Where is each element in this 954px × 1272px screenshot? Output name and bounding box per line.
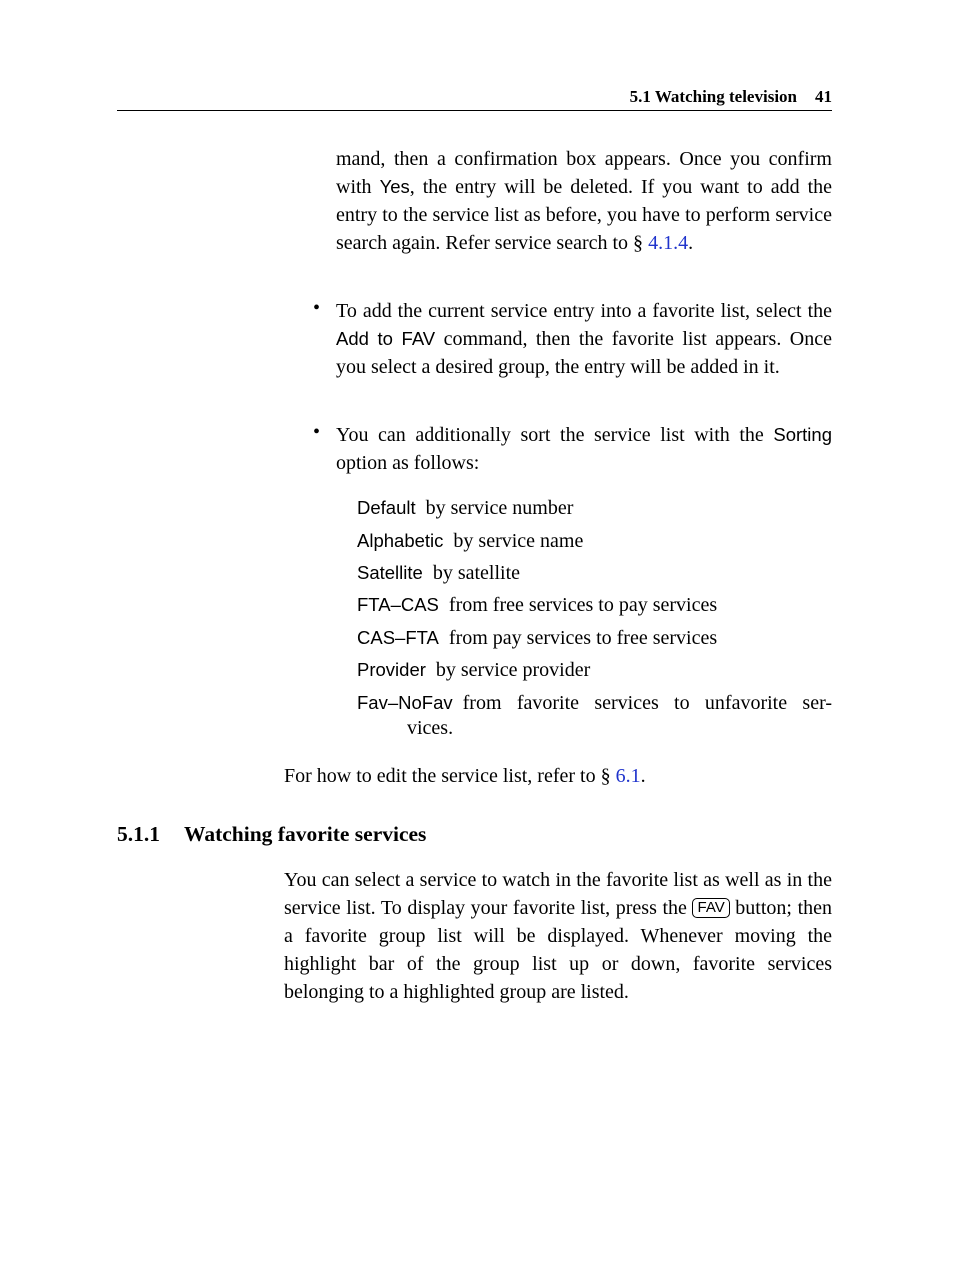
- section-link-6-1[interactable]: 6.1: [615, 765, 641, 787]
- text: button; then a favorite group list will be displayed. Whenever moving the highlight bar of the group list up or down, favorite services belonging to a highlighted group are listed.: [284, 897, 833, 1003]
- running-header: [117, 86, 832, 111]
- text: You can select a service to watch in the favorite list as well as in the service list. To display your favorite list, press the: [284, 869, 832, 919]
- sorting-option: [357, 656, 832, 684]
- text: command, then the favorite list appears. Once you select a desired group, the entry will be added in it.: [336, 328, 832, 378]
- sorting-key: Satellite: [357, 562, 423, 583]
- sorting-key: Fav–NoFav: [357, 692, 453, 713]
- sorting-option: [357, 527, 832, 555]
- text: , the entry will be deleted. If you want to add the entry to the service list as before, you have to perform service search again. Refer service search to §: [336, 176, 833, 254]
- sorting-description: by service number: [425, 497, 574, 519]
- section-number: 5.1.1: [117, 822, 160, 846]
- section-title: Watching favorite services: [184, 822, 427, 846]
- text: .: [640, 765, 646, 787]
- sorting-description: from favorite services to unfavorite ser-: [462, 692, 832, 714]
- text: To add the current service entry into a favorite list, select the: [336, 300, 832, 322]
- text: mand, then a confirmation box appears. Once you confirm with: [336, 148, 832, 198]
- keyword-yes: Yes: [379, 176, 410, 197]
- header-section-title: 5.1 Watching television: [629, 87, 797, 106]
- sorting-option: [357, 624, 832, 652]
- section-heading: [117, 822, 426, 847]
- text: option as follows:: [336, 452, 480, 474]
- sorting-description-continuation: vices.: [407, 717, 454, 739]
- sorting-key: Default: [357, 497, 416, 518]
- text: For how to edit the service list, refer to §: [284, 765, 616, 787]
- bullet-marker: •: [313, 421, 321, 443]
- sorting-option: [357, 494, 832, 522]
- sorting-key: FTA–CAS: [357, 594, 439, 615]
- sorting-key: Alphabetic: [357, 530, 444, 551]
- sorting-description: by service name: [453, 530, 584, 552]
- sorting-key: Provider: [357, 659, 426, 680]
- sorting-option: [357, 689, 832, 717]
- sorting-key: CAS–FTA: [357, 627, 439, 648]
- paragraph-delete-entry: [336, 145, 832, 257]
- running-title: [630, 87, 832, 107]
- fav-key-icon: FAV: [692, 898, 729, 918]
- keyword-sorting: Sorting: [773, 424, 832, 445]
- paragraph-edit-reference: [284, 762, 832, 790]
- sorting-description: from pay services to free services: [448, 627, 718, 649]
- bullet-sorting: [336, 421, 832, 477]
- sorting-option: [357, 559, 832, 587]
- paragraph-favorite-services: [284, 866, 832, 1006]
- section-link-4-1-4[interactable]: 4.1.4: [648, 232, 689, 254]
- sorting-option: [357, 591, 832, 619]
- page-number: 41: [815, 87, 832, 106]
- sorting-description: from free services to pay services: [448, 594, 718, 616]
- keyword-add-to-fav: Add to FAV: [336, 328, 436, 349]
- text: You can additionally sort the service list with the: [336, 424, 774, 446]
- text: .: [688, 232, 694, 254]
- bullet-add-to-fav: [336, 297, 832, 381]
- sorting-description: by satellite: [432, 562, 521, 584]
- bullet-marker: •: [313, 297, 321, 319]
- sorting-description: by service provider: [435, 659, 591, 681]
